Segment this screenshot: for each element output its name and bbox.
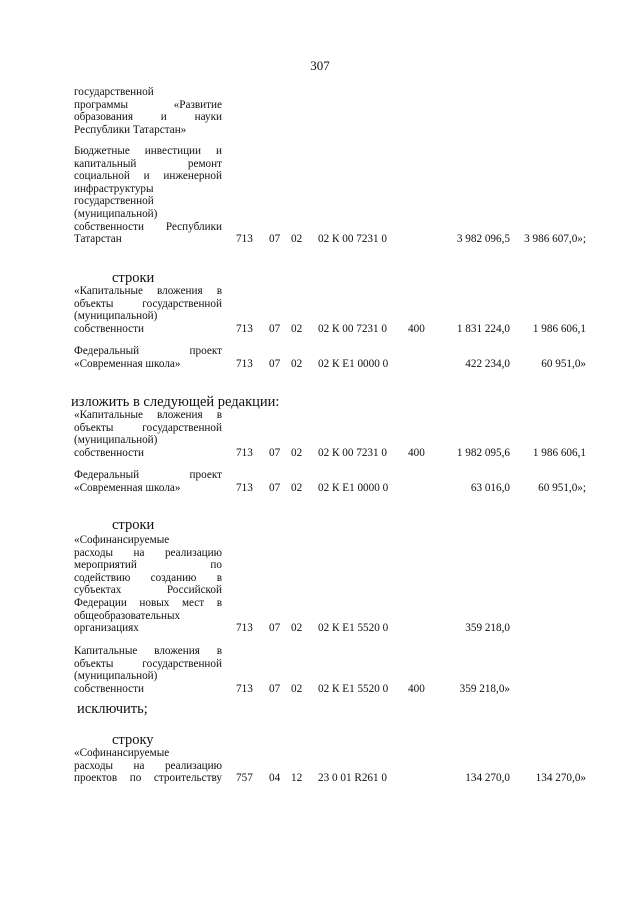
cell-csr: 02 К Е1 0000 0	[318, 357, 389, 370]
row-name-line: (муниципальной)	[74, 670, 158, 683]
table-row	[74, 469, 594, 494]
cell-pr: 02	[291, 322, 303, 335]
cell-ved: 757	[236, 772, 253, 785]
table-row	[74, 345, 594, 370]
cell-s1: 63 016,0	[470, 481, 510, 494]
row-name-line: собственности Республики	[74, 220, 222, 233]
row-name-line: содействию созданию в	[74, 571, 222, 584]
cell-s1: 3 982 096,5	[456, 233, 510, 246]
section-heading: изложить в следующей редакции:	[71, 394, 280, 410]
row-name-line: Федеральный проект	[74, 469, 222, 481]
cell-rz: 04	[269, 772, 281, 785]
row-name	[74, 145, 222, 246]
row-name-line: «Современная школа»	[74, 481, 181, 494]
row-name-line: (муниципальной)	[74, 434, 158, 447]
row-name-line: объекты государственной	[74, 297, 222, 310]
row-name-line: собственности	[74, 446, 144, 459]
table-row	[74, 747, 594, 785]
row-name-line: Федерации новых мест в	[74, 596, 222, 609]
row-name-line: «Современная школа»	[74, 357, 181, 370]
row-name-line: Капитальные вложения в	[74, 645, 222, 657]
cell-ved: 713	[236, 481, 253, 494]
page-number: 307	[310, 58, 330, 73]
row-name-line: (муниципальной)	[74, 207, 158, 220]
row-name-line: государственной	[74, 86, 154, 98]
cell-s2: 60 951,0»	[541, 357, 586, 370]
row-name	[74, 86, 222, 136]
cell-ved: 713	[236, 622, 253, 635]
row-name-line: «Капитальные вложения в	[74, 285, 222, 297]
row-name-line: программы «Развитие	[74, 98, 222, 111]
cell-s2: 60 951,0»;	[538, 481, 586, 494]
row-name-line: (муниципальной)	[74, 310, 158, 323]
cell-s1: 359 218,0»	[459, 682, 510, 695]
table-row	[74, 409, 594, 459]
row-name-line: «Софинансируемые	[74, 534, 170, 546]
table-row	[74, 145, 594, 246]
row-name-line: образования и науки	[74, 111, 222, 124]
section-heading: строки	[112, 517, 155, 533]
row-name-line: собственности	[74, 682, 144, 695]
section-heading: строки	[112, 270, 155, 286]
cell-ved: 713	[236, 357, 253, 370]
cell-pr: 02	[291, 233, 303, 246]
cell-pr: 02	[291, 622, 303, 635]
cell-rz: 07	[269, 446, 281, 459]
row-name-line: Татарстан	[74, 233, 122, 246]
cell-s2: 1 986 606,1	[532, 322, 586, 335]
table-row	[74, 285, 594, 335]
cell-rz: 07	[269, 682, 281, 695]
table-row	[74, 645, 594, 695]
row-name-line: общеобразовательных	[74, 609, 181, 622]
row-name-line: «Капитальные вложения в	[74, 409, 222, 421]
cell-csr: 02 К 00 7231 0	[318, 446, 387, 459]
row-name-line: объекты государственной	[74, 421, 222, 434]
row-name-line: Республики Татарстан»	[74, 123, 187, 136]
cell-ved: 713	[236, 233, 253, 246]
cell-rz: 07	[269, 322, 281, 335]
cell-csr: 02 К Е1 5520 0	[318, 682, 389, 695]
row-name-line: Бюджетные инвестиции и	[74, 145, 222, 157]
cell-rz: 07	[269, 233, 281, 246]
cell-vr: 400	[408, 322, 425, 335]
cell-vr: 400	[408, 446, 425, 459]
cell-pr: 12	[291, 772, 303, 785]
row-name-line: инфраструктуры	[74, 182, 154, 195]
cell-ved: 713	[236, 682, 253, 695]
cell-csr: 02 К 00 7231 0	[318, 322, 387, 335]
row-name-line: Федеральный проект	[74, 345, 222, 357]
row-name-line: «Софинансируемые	[74, 747, 170, 759]
cell-pr: 02	[291, 357, 303, 370]
section-heading: строку	[112, 732, 154, 748]
row-name-line: социальной и инженерной	[74, 170, 222, 183]
cell-csr: 02 К 00 7231 0	[318, 233, 387, 246]
table-row	[74, 86, 594, 136]
row-name-line: мероприятий по	[74, 559, 222, 572]
cell-vr: 400	[408, 682, 425, 695]
cell-s1: 422 234,0	[465, 357, 510, 370]
cell-s1: 1 982 095,6	[456, 446, 510, 459]
table-row	[74, 534, 594, 635]
cell-csr: 02 К Е1 0000 0	[318, 481, 389, 494]
cell-s2: 1 986 606,1	[532, 446, 586, 459]
section-heading: исключить;	[77, 701, 148, 717]
row-name-line: собственности	[74, 322, 144, 335]
row-name-line: объекты государственной	[74, 657, 222, 670]
cell-ved: 713	[236, 446, 253, 459]
cell-csr: 02 К Е1 5520 0	[318, 622, 389, 635]
row-name-line: проектов по строительству	[74, 772, 222, 785]
row-name-line: капитальный ремонт	[74, 157, 222, 170]
cell-rz: 07	[269, 481, 281, 494]
row-name-line: расходы на реализацию	[74, 546, 222, 559]
cell-s1: 359 218,0	[465, 622, 510, 635]
row-name-line: организациях	[74, 622, 139, 635]
cell-pr: 02	[291, 682, 303, 695]
row-name	[74, 534, 222, 635]
cell-s2: 3 986 607,0»;	[524, 233, 586, 246]
cell-s1: 134 270,0	[465, 772, 510, 785]
cell-rz: 07	[269, 622, 281, 635]
cell-rz: 07	[269, 357, 281, 370]
row-name-line: государственной	[74, 195, 154, 208]
cell-ved: 713	[236, 322, 253, 335]
row-name-line: расходы на реализацию	[74, 759, 222, 772]
cell-pr: 02	[291, 481, 303, 494]
cell-s2: 134 270,0»	[535, 772, 586, 785]
row-name-line: субъектах Российской	[74, 584, 222, 597]
cell-s1: 1 831 224,0	[456, 322, 510, 335]
cell-csr: 23 0 01 R261 0	[318, 772, 387, 785]
cell-pr: 02	[291, 446, 303, 459]
